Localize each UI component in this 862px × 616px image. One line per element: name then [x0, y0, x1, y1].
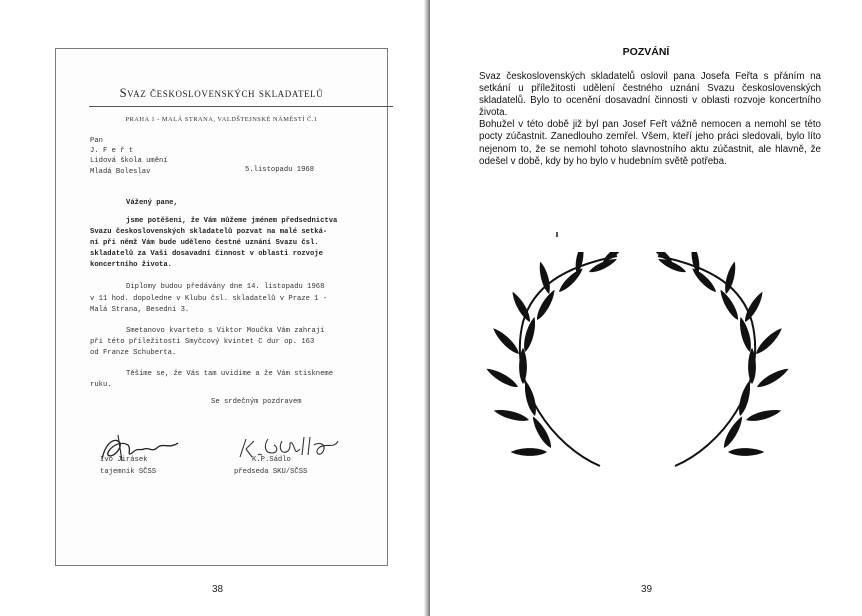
page-number: 39: [641, 584, 653, 595]
page-number: 38: [212, 584, 224, 595]
paragraph-2-line: Diplomy budou předávány dne 14. listopadu 1968: [126, 283, 325, 291]
paragraph-1-line: Svazu československých skladatelů pozvat na malé setká-: [90, 228, 328, 236]
paragraph-3-line: při této příležitosti Smyčcový kvintet C dur op. 163: [90, 338, 315, 346]
paragraph-1-line: jsme potěšeni, že Vám můžeme jménem předsednictva: [126, 217, 338, 225]
signatory-1-name: Ivo Jirásek: [100, 456, 148, 464]
laurel-wreath-icon: [485, 252, 790, 472]
recipient-line: Pan: [90, 137, 103, 145]
print-speck: [556, 232, 558, 237]
signatory-2-title: předseda SKU/SČSS: [234, 468, 308, 476]
signatory-1-title: tajemník SČSS: [100, 468, 157, 476]
paragraph-2-line: v 11 hod. dopoledne v Klubu čsl. skladatelů v Praze 1 -: [90, 295, 328, 303]
paragraph-4-line: Těšíme se, že Vás tam uvidíme a že Vám stiskneme: [126, 370, 334, 378]
closing: Se srdečným pozdravem: [211, 398, 302, 406]
laurel-branch-left-icon: [485, 252, 628, 466]
recipient-line: J. F e ř t: [90, 147, 134, 155]
paragraph-2-line: Malá Strana, Besední 3.: [90, 306, 190, 314]
paragraph-1-line: koncertního života.: [90, 261, 172, 269]
body-paragraph-2: Bohužel v této době již byl pan Josef Feřt vážně nemocen a nemohl se této pocty zúčastnit. Zanedlouho zemřel. Všem, kteří jeho práci sledovali, bylo líto nejenom to, že se nemohl tohoto slavnostního aktu zúčastnit, ale hlavně, že odešel v době, kdy by ho bylo v hudebním světě potřeba.: [479, 119, 821, 167]
paragraph-3-line: od Franze Schuberta.: [90, 349, 177, 357]
letterhead-rule: [89, 106, 393, 107]
recipient-line: Lidová škola umění: [90, 157, 168, 165]
paragraph-4-line: ruku.: [90, 381, 112, 389]
page-title: POZVÁNÍ: [622, 46, 670, 58]
paragraph-3-line: Smetanovo kvarteto s Viktor Moučka Vám zahrají: [126, 327, 325, 335]
recipient-line: Mladá Boleslav: [90, 168, 151, 176]
left-page: [0, 0, 428, 616]
letter-date: 5.listopadu 1968: [245, 166, 315, 174]
paragraph-1-line: skladatelů za Vaši dosavadní činnost v oblasti rozvoje: [90, 250, 323, 258]
body-text: [479, 71, 821, 168]
salutation: Vážený pane,: [126, 199, 178, 207]
signatory-2-name: K.P.Sádlo: [252, 456, 291, 464]
laurel-branch-right-icon: [647, 252, 790, 466]
union-name: Svaz československých skladatelů: [119, 86, 324, 100]
letter-facsimile: [55, 48, 388, 566]
body-paragraph-1: Svaz československých skladatelů oslovil pana Josefa Feřta s přáním na setkání u příležitosti udělení čestného uznání Svazu československých skladatelů. Bylo to ocenění dosavadní činnosti v oblasti rozvoje koncertního života.: [479, 71, 821, 119]
paragraph-1-line: ní při němž Vám bude uděleno čestné uznání Svazu čsl.: [90, 239, 319, 247]
union-address: PRAHA 1 - MALÁ STRANA, VALDŠTEJNSKÉ NÁMĚSTÍ Č.1: [125, 116, 318, 123]
